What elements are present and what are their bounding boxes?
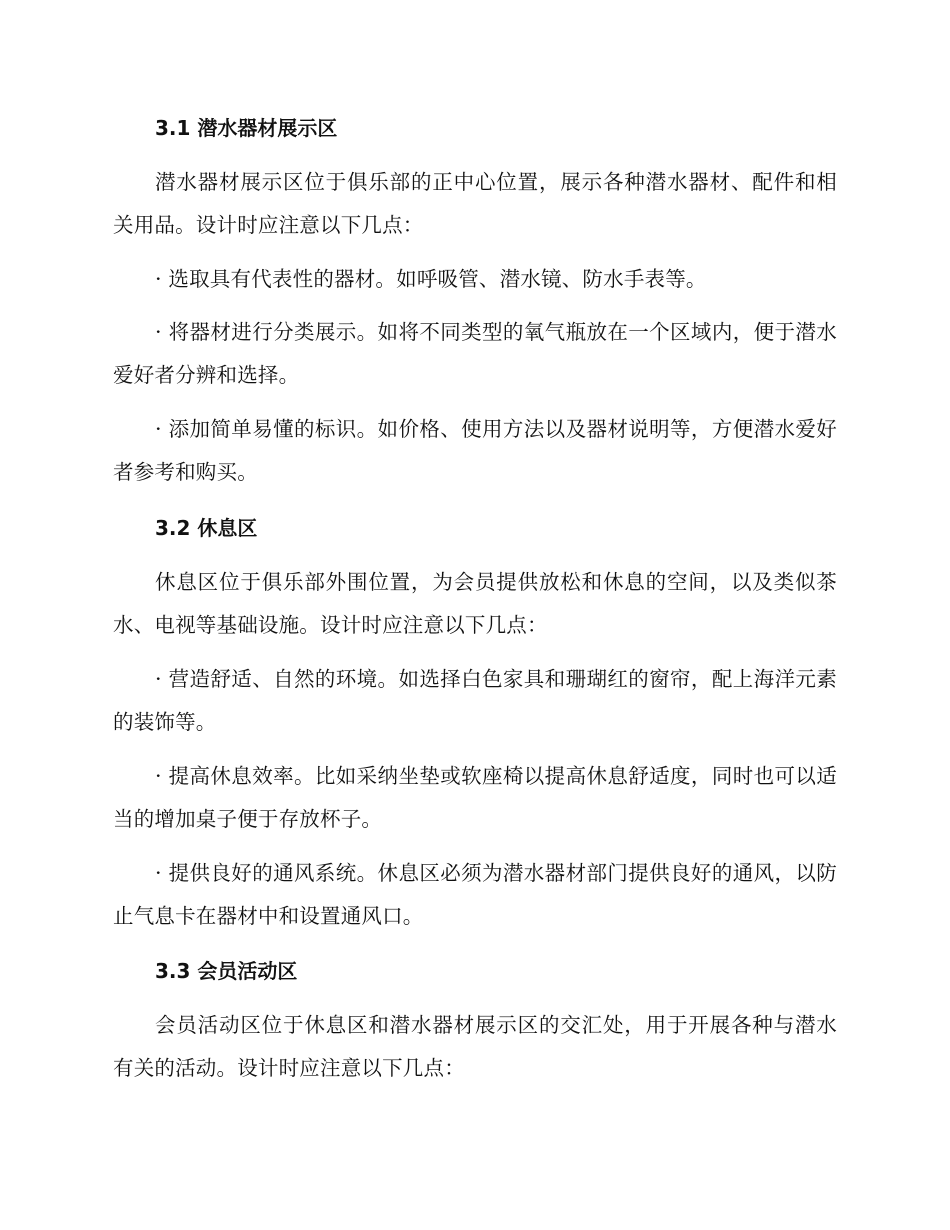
bullet-paragraph: · 提供良好的通风系统。休息区必须为潜水器材部门提供良好的通风，以防止气息卡在器材中和设置通风口。 <box>113 861 837 928</box>
bullet-paragraph: · 将器材进行分类展示。如将不同类型的氧气瓶放在一个区域内，便于潜水爱好者分辨和选择。 <box>113 320 837 387</box>
bullet-paragraph: · 提高休息效率。比如采纳坐垫或软座椅以提高休息舒适度，同时也可以适当的增加桌子便于存放杯子。 <box>113 764 837 831</box>
bullet-paragraph: · 营造舒适、自然的环境。如选择白色家具和珊瑚红的窗帘，配上海洋元素的装饰等。 <box>113 667 837 734</box>
paragraph: 潜水器材展示区位于俱乐部的正中心位置，展示各种潜水器材、配件和相关用品。设计时应注意以下几点： <box>113 170 837 237</box>
section-heading-3-2: 3.2 休息区 <box>155 516 258 540</box>
section-heading-3-3: 3.3 会员活动区 <box>155 959 298 983</box>
paragraph: 休息区位于俱乐部外围位置，为会员提供放松和休息的空间，以及类似茶水、电视等基础设施。设计时应注意以下几点： <box>113 570 837 637</box>
bullet-paragraph: · 选取具有代表性的器材。如呼吸管、潜水镜、防水手表等。 <box>155 267 707 291</box>
paragraph: 会员活动区位于休息区和潜水器材展示区的交汇处，用于开展各种与潜水有关的活动。设计时应注意以下几点： <box>113 1013 837 1080</box>
section-heading-3-1: 3.1 潜水器材展示区 <box>155 116 338 140</box>
bullet-paragraph: · 添加简单易懂的标识。如价格、使用方法以及器材说明等，方便潜水爱好者参考和购买。 <box>113 417 837 484</box>
